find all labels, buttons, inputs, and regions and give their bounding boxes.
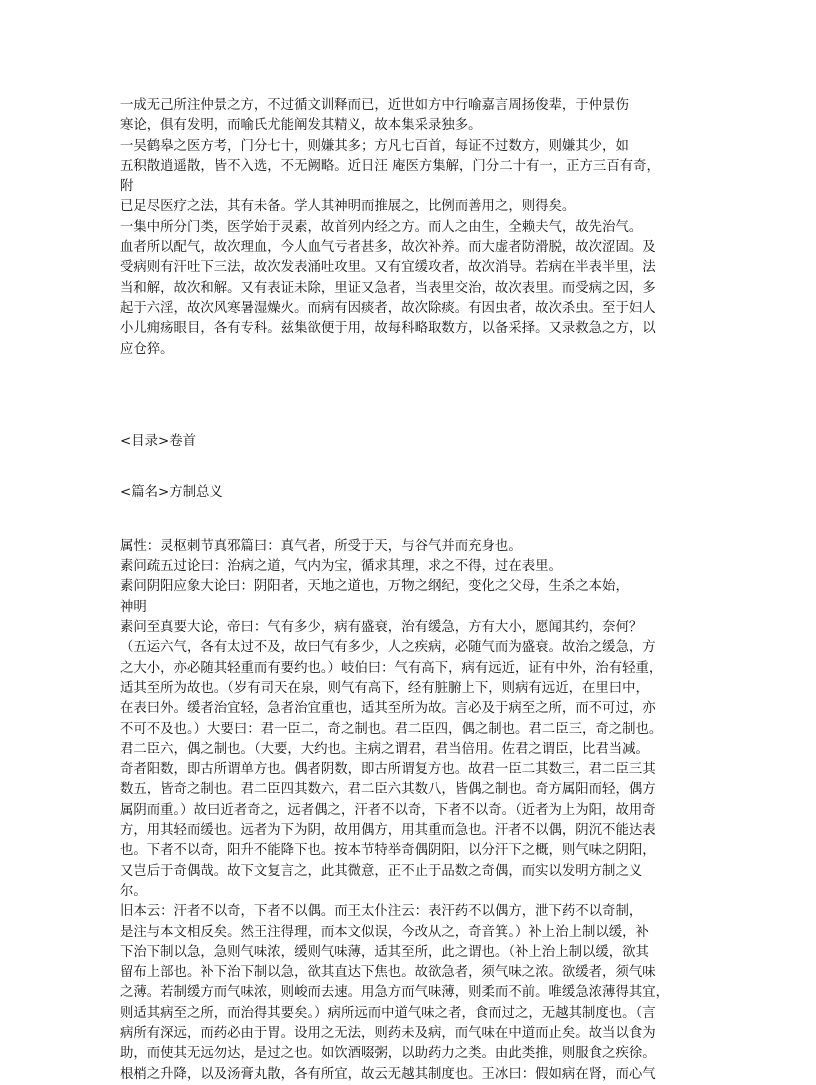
body-line: 不可不及也。）大要曰：君一臣二，奇之制也。君二臣四，偶之制也。君二臣三，奇之制也。 bbox=[120, 721, 663, 737]
body-line: 素问至真要大论，帝曰：气有多少，病有盛衰，治有缓急，方有大小，愿闻其约，奈何？ bbox=[120, 620, 643, 636]
intro-line: 小儿痈疡眼目，各有专科。兹集欲便于用，故每科略取数方，以备采择。又录救急之方，以 bbox=[120, 321, 656, 337]
intro-line: 应仓猝。 bbox=[120, 341, 174, 357]
intro-line: 五积散逍遥散，皆不入选，不无阙略。近日汪 庵医方集解，门分二十有一，正方三百有奇， bbox=[120, 158, 660, 174]
body-line: 奇者阳数，即古所谓单方也。偶者阴数，即古所谓复方也。故君一臣二其数三，君二臣三其 bbox=[120, 762, 656, 778]
intro-line: 受病则有汗吐下三法，故次发表涌吐攻里。又有宜缓攻者，故次消导。若病在半表半里，法 bbox=[120, 260, 656, 276]
body-line: 助，而使其无远勿达，是过之也。如饮酒啜粥，以助药力之类。由此类推，则服食之疾徐。 bbox=[120, 1046, 656, 1062]
intro-line: 一成无己所注仲景之方，不过循文训释而已，近世如方中行喻嘉言周扬俊辈，于仲景伤 bbox=[120, 98, 629, 113]
document-page bbox=[120, 96, 696, 1085]
body-line: 下治下制以急，急则气味浓，缓则气味薄，适其至所，此之谓也。（补上治上制以缓，欲其 bbox=[120, 944, 649, 960]
intro-line: 已足尽医疗之法，其有未备。学人其神明而推展之，比例而善用之，则得矣。 bbox=[120, 199, 576, 215]
body-line: 属性：灵枢刺节真邪篇曰：真气者，所受于天，与谷气并而充身也。 bbox=[120, 538, 522, 554]
body-line: 方，用其轻而缓也。远者为下为阴，故用偶方，用其重而急也。汗者不以偶，阴沉不能达表 bbox=[120, 823, 656, 839]
body-section bbox=[120, 537, 696, 1085]
body-line: 适其至所为故也。（岁有司天在泉，则气有高下，经有脏腑上下，则病有远近，在里曰中， bbox=[120, 680, 649, 696]
body-line: 是注与本文相反矣。然王注得理，而本文似误，今改从之，奇音箕。）补上治上制以缓，补 bbox=[120, 924, 649, 940]
body-line: 病所有深远，而药必由于胃。设用之无法，则药未及病，而气味在中道而止矣。故当以食为 bbox=[120, 1025, 656, 1041]
body-line: 数五，皆奇之制也。君二臣四其数六，君二臣六其数八，皆偶之制也。奇方属阳而轻，偶方 bbox=[120, 782, 656, 798]
body-line: 素问阴阳应象大论曰：阴阳者，天地之道也，万物之纲纪，变化之父母，生杀之本始， bbox=[120, 579, 629, 595]
intro-section bbox=[120, 96, 696, 360]
body-line: 属阴而重。）故曰近者奇之，远者偶之，汗者不以奇，下者不以奇。（近者为上为阳，故用奇 bbox=[120, 802, 656, 818]
body-line: 留布上部也。补下治下制以急，欲其直达下焦也。故欲急者，须气味之浓。欲缓者，须气味 bbox=[120, 965, 656, 981]
body-line: 神明 bbox=[120, 599, 147, 615]
body-line: 在表曰外。缓者治宜轻，急者治宜重也，适其至所为故。言必及于病至之所，而不可过，亦 bbox=[120, 701, 656, 717]
intro-line: 一集中所分门类，医学始于灵素，故首列内经之方。而人之由生，全赖夫气，故先治气。 bbox=[120, 219, 643, 235]
body-line: 也。下者不以奇，阳升不能降下也。按本节特举奇偶阴阳，以分汗下之概，则气味之阴阳， bbox=[120, 843, 656, 859]
body-line: 君二臣六，偶之制也。（大要，大约也。主病之谓君，君当倍用。佐君之谓臣，比君当减。 bbox=[120, 741, 649, 757]
intro-line: 一吴鹤皋之医方考，门分七十，则嫌其多；方凡七百首，每证不过数方，则嫌其少，如 bbox=[120, 138, 629, 154]
chapter-heading: <篇名>方制总义 bbox=[120, 484, 223, 500]
catalog-heading: <目录>卷首 bbox=[120, 433, 197, 449]
intro-line: 当和解，故次和解。又有表证未除，里证又急者，当表里交治，故次表里。而受病之因，多 bbox=[120, 280, 656, 296]
body-line: 则适其病至之所，而治得其要矣。）病所远而中道气味之者，食而过之，无越其制度也。（言 bbox=[120, 1005, 656, 1021]
body-line: （五运六气，各有太过不及，故曰气有多少，人之疾病，必随气而为盛衰。故治之缓急，方 bbox=[120, 640, 656, 656]
body-line: 尔。 bbox=[120, 883, 147, 899]
intro-line: 血者所以配气，故次理血，今人血气亏者甚多，故次补养。而大虚者防滑脱，故次涩固。及 bbox=[120, 240, 656, 256]
body-line: 素问疏五过论曰：治病之道，气内为宝，循求其理，求之不得，过在表里。 bbox=[120, 559, 562, 575]
body-line: 之薄。若制缓方而气味浓，则峻而去速。用急方而气味薄，则柔而不前。唯缓急浓薄得其宜， bbox=[120, 985, 670, 1001]
body-line: 旧本云：汗者不以奇，下者不以偶。而王太仆注云：表汗药不以偶方，泄下药不以奇制， bbox=[120, 904, 643, 920]
intro-line: 起于六淫，故次风寒暑湿燥火。而病有因痰者，故次除痰。有因虫者，故次杀虫。至于妇人 bbox=[120, 300, 656, 316]
intro-line: 附 bbox=[120, 179, 134, 195]
body-line: 根梢之升降，以及汤膏丸散，各有所宜，故云无越其制度也。王冰曰：假如病在肾，而心气 bbox=[120, 1066, 656, 1082]
body-line: 又岂后于奇偶哉。故下文复言之，此其微意，正不止于品数之奇偶，而实以发明方制之义 bbox=[120, 863, 643, 879]
body-line: 之大小，亦必随其轻重而有要约也。）岐伯曰：气有高下，病有远近，证有中外，治有轻重， bbox=[120, 660, 663, 676]
intro-line: 寒论，俱有发明，而喻氏尤能阐发其精义，故本集采录独多。 bbox=[120, 118, 482, 134]
